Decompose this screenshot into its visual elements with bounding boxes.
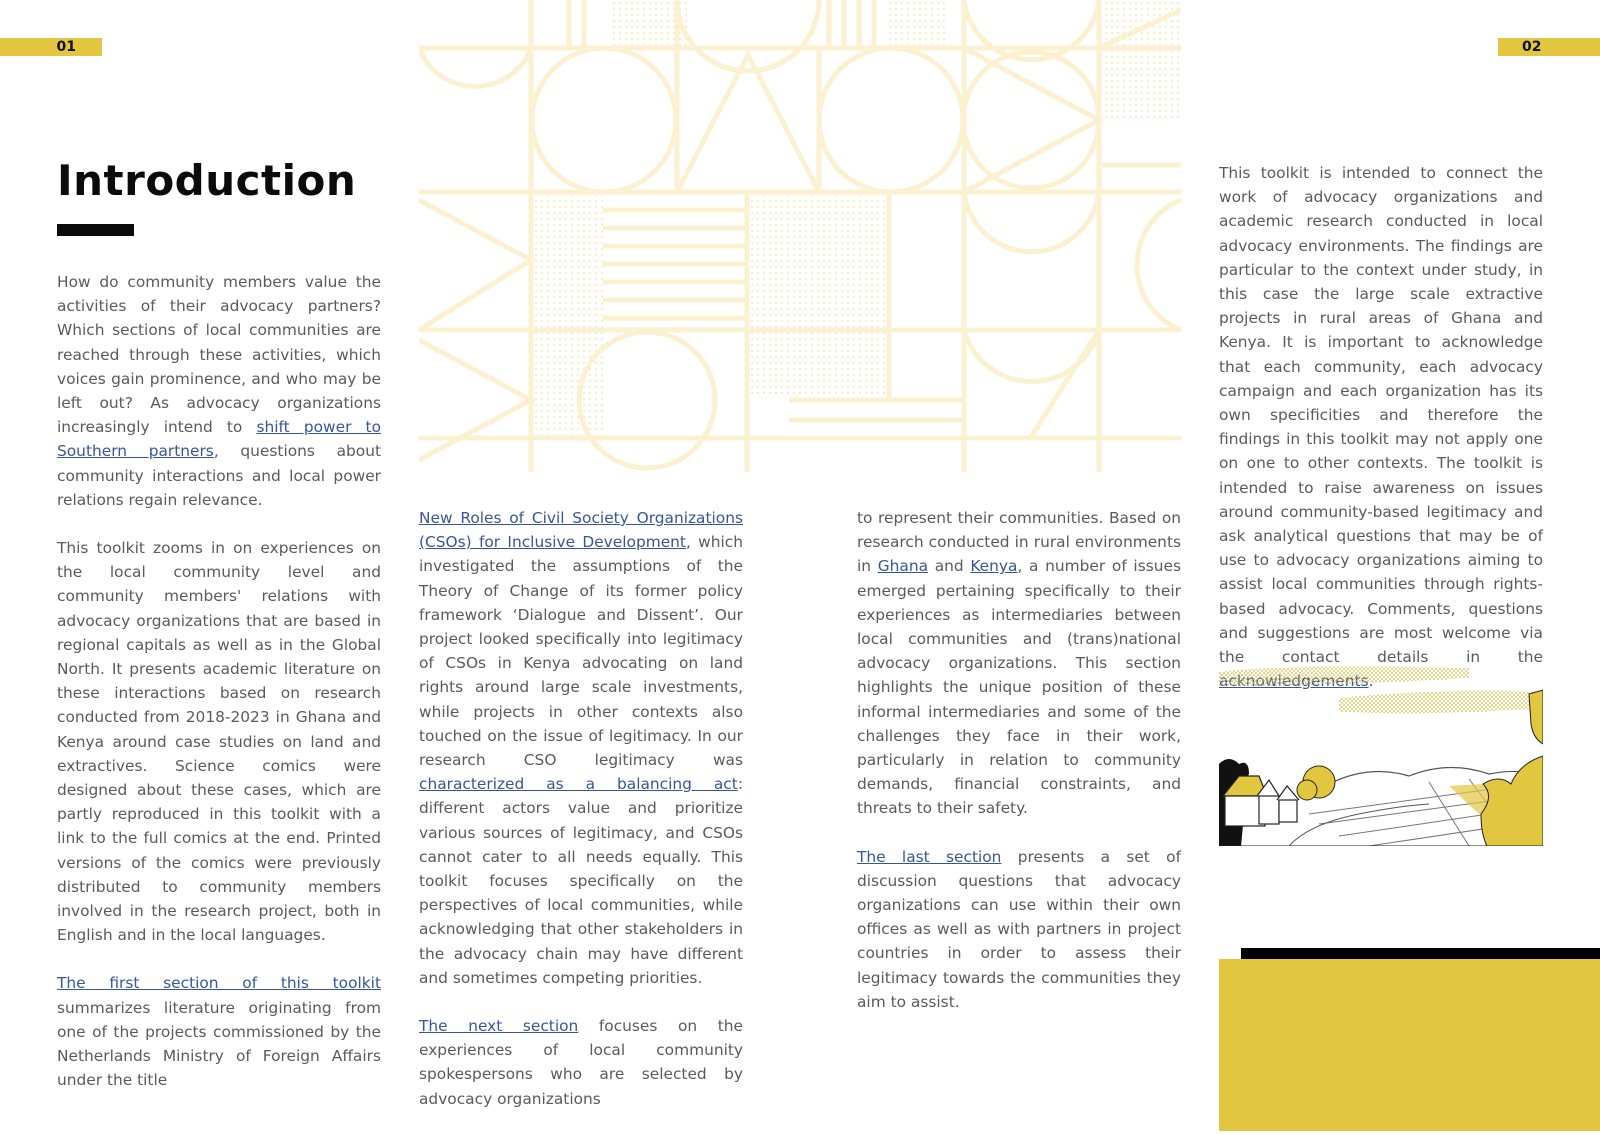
page-title: Introduction (57, 156, 357, 205)
shift-power-link[interactable]: shift power to Southern partners (57, 418, 381, 461)
column-2-paragraph-1 (419, 506, 743, 990)
last-section-link[interactable]: The last section (857, 847, 1002, 866)
new-roles-cso-link[interactable]: New Roles of Civil Society Organizations (CSOs) for Inclusive Development (419, 509, 743, 552)
text-column-3 (857, 506, 1181, 1038)
intro-paragraph-1 (57, 270, 381, 512)
column-3-paragraph-2-text: presents a set of discussion questions that advocacy organizations can use within their own offices as well as with partners in project countries in order to assess their legitimacy towards the communities they aim to assist. (857, 847, 1181, 1011)
column-4-paragraph-1 (1219, 161, 1543, 693)
first-section-link[interactable]: The first section of this toolkit (57, 974, 381, 993)
title-underline-bar (57, 224, 134, 236)
page-number-left-text: 01 (56, 39, 76, 55)
geometric-pattern-illustration (419, 0, 1181, 472)
page-number-right-text: 02 (1522, 39, 1542, 55)
text-column-1 (57, 270, 381, 1117)
column-3-paragraph-1-text-a: to represent their communities. Based on research conducted in rural environments in (857, 509, 1181, 576)
column-2-paragraph-2 (419, 1014, 743, 1111)
village-landscape-illustration (1219, 664, 1543, 846)
column-2-paragraph-1-text-b: : different actors value and prioritize various sources of legitimacy, and CSOs cannot cater to all needs equally. This toolkit focuses specifically on the perspectives of local communities, while acknowledging that other stakeholders in the advocacy chain may have different and sometimes competing priorities. (419, 775, 743, 987)
page-number-right (1498, 38, 1600, 56)
intro-paragraph-3 (57, 971, 381, 1092)
column-2-paragraph-1-text-a: , which investigated the assumptions of the Theory of Change of its former policy framework ‘Dialogue and Dissent’. Our project looked specifically into legitimacy of CSOs in Kenya advocating on land rights around large scale investments, while projects in other contexts also touched on the issue of legitimacy. In our research CSO legitimacy was (419, 533, 744, 770)
text-column-4 (1219, 161, 1543, 717)
ghana-link[interactable]: Ghana (877, 557, 929, 576)
column-2-paragraph-2-text: focuses on the experiences of local community spokespersons who are selected by advocacy organizations (419, 1017, 743, 1108)
decorative-yellow-block (1219, 959, 1600, 1131)
intro-paragraph-1-text-b: , questions about community interactions and local power relations regain relevance. (57, 442, 381, 509)
column-3-paragraph-2 (857, 845, 1181, 1014)
next-section-link[interactable]: The next section (419, 1017, 579, 1036)
balancing-act-link[interactable]: characterized as a balancing act (419, 775, 738, 794)
intro-paragraph-1-text-a: How do community members value the activities of their advocacy partners? Which sections of local communities are reached through these activities, which voices gain prominence, and who may be left out? As advocacy organizations increasingly intend to (57, 273, 381, 437)
column-3-paragraph-1-and: and (928, 557, 971, 576)
intro-paragraph-3-text: summarizes literature originating from one of the projects commissioned by the Netherlands Ministry of Foreign Affairs under the title (57, 998, 381, 1090)
column-3-paragraph-1 (857, 506, 1181, 821)
intro-paragraph-2: This toolkit zooms in on experiences on the local community level and community members' relations with advocacy organizations that are based in regional capitals as well as in the Global North. It presents academic literature on these interactions based on research conducted from 2018-2023 in Ghana and Kenya around case studies on land and extractives. Science comics were designed about these cases, which are partly reproduced in this toolkit with a link to the full comics at the end. Printed versions of the comics were previously distributed to community members involved in the research project, both in English and in the local languages. (57, 539, 381, 945)
page-number-left (0, 38, 102, 56)
column-3-paragraph-1-text-b: , a number of issues emerged pertaining specifically to their experiences as intermediaries between local communities and (trans)national advocacy organizations. This section highlights the unique position of these informal intermediaries and some of the challenges they face in their work, particularly in relation to community demands, financial constraints, and threats to their safety. (857, 557, 1181, 818)
kenya-link[interactable]: Kenya (970, 557, 1018, 576)
text-column-2 (419, 506, 743, 1135)
decorative-black-bar (1241, 948, 1600, 959)
column-4-paragraph-1-text-a: This toolkit is intended to connect the work of advocacy organizations and academic research conducted in local advocacy environments. The findings are particular to the context under study, in this case the large scale extractive projects in rural areas of Ghana and Kenya. It is important to acknowledge that each community, each advocacy campaign and each organization has its own specificities and therefore the findings in this toolkit may not apply one on one to other contexts. The toolkit is intended to raise awareness on issues around community-based legitimacy and ask analytical questions that may be of use to advocacy organizations aiming to assist local communities through rights-based advocacy. Comments, questions and suggestions are most welcome via the contact details in the (1219, 164, 1543, 667)
